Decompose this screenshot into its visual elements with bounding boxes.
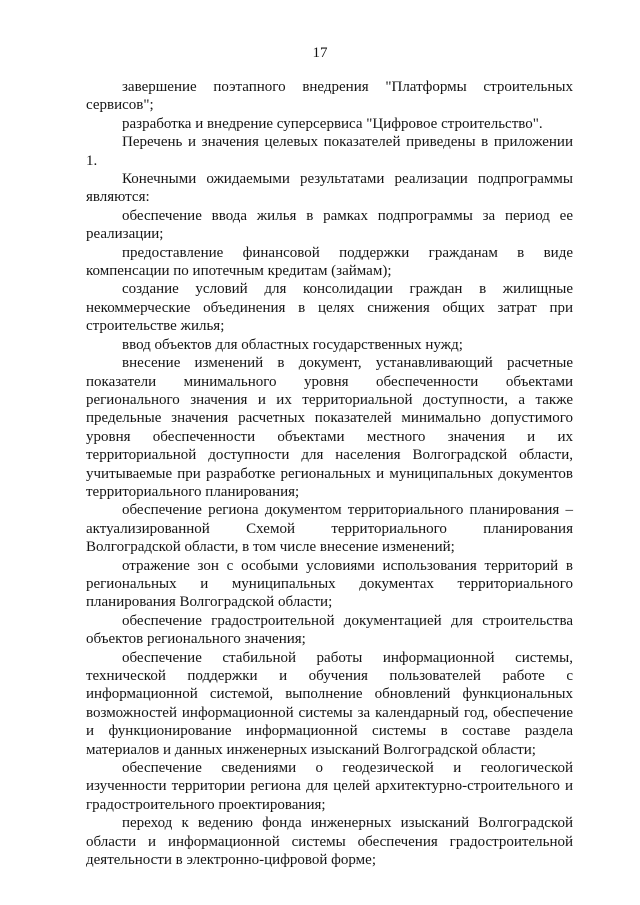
paragraph: отражение зон с особыми условиями использования территорий в региональных и муниципальных документах территориального планирования Волгоградской области; bbox=[86, 557, 573, 611]
paragraph: Перечень и значения целевых показателей приведены в приложении 1. bbox=[86, 134, 573, 169]
paragraph: обеспечение градостроительной документацией для строительства объектов регионального значения; bbox=[86, 612, 573, 648]
document-body bbox=[86, 78, 573, 869]
paragraph: обеспечение стабильной работы информационной системы, технической поддержки и обучения пользователей работе с информационной системой, выполнение обновлений функциональных возможностей информационной системы за календарный год, обеспечение и функционирование информационной системы в составе раздела материалов и данных инженерных изысканий Волгоградской области; bbox=[86, 649, 573, 758]
paragraph: переход к ведению фонда инженерных изысканий Волгоградской области и информационной системы обеспечения градостроительной деятельности в электронно-цифровой форме; bbox=[86, 815, 573, 869]
paragraph: завершение поэтапного внедрения "Платформы строительных сервисов"; bbox=[86, 79, 573, 114]
page-number: 17 bbox=[312, 45, 328, 61]
paragraph: разработка и внедрение суперсервиса "Цифровое строительство". bbox=[122, 115, 543, 132]
paragraph: внесение изменений в документ, устанавливающий расчетные показатели минимального уровня обеспеченности объектами регионального значения и их территориальной доступности, а также предельные значения расчетных показателей минимально допустимого уровня обеспеченности объектами местного значения и их территориальной доступности для населения Волгоградской области, учитываемые при разработке региональных и муниципальных документов территориального планирования; bbox=[86, 355, 573, 500]
paragraph: обеспечение региона документом территориального планирования – актуализированной Схемой территориального планирования Волгоградской области, в том числе внесение изменений; bbox=[86, 502, 573, 556]
paragraph: Конечными ожидаемыми результатами реализации подпрограммы являются: bbox=[86, 171, 573, 206]
paragraph: создание условий для консолидации граждан в жилищные некоммерческие объединения в целях снижения общих затрат при строительстве жилья; bbox=[86, 281, 573, 335]
paragraph: обеспечение ввода жилья в рамках подпрограммы за период ее реализации; bbox=[86, 207, 573, 243]
paragraph: обеспечение сведениями о геодезической и геологической изученности территории региона для целей архитектурно-строительного и градостроительного проектирования; bbox=[86, 760, 573, 813]
paragraph: предоставление финансовой поддержки гражданам в виде компенсации по ипотечным кредитам (займам); bbox=[86, 244, 573, 280]
paragraph: ввод объектов для областных государственных нужд; bbox=[122, 336, 463, 353]
